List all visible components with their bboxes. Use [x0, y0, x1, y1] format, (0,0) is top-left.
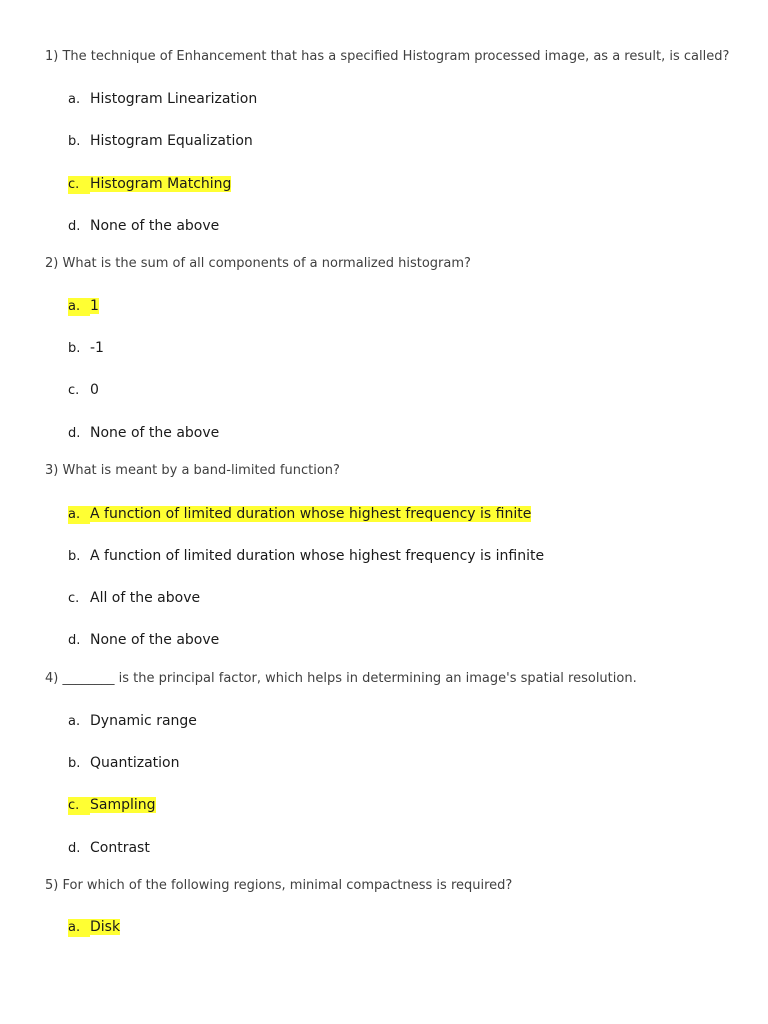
question-5-prompt: 5) For which of the following regions, minimal compactness is required?	[45, 878, 513, 893]
question-5-option-a-highlighted	[68, 918, 120, 937]
option-letter: a.	[68, 919, 90, 937]
option-text: None of the above	[90, 425, 220, 441]
option-letter: c.	[68, 383, 80, 398]
option-text: All of the above	[90, 590, 201, 606]
question-2-option-a-highlighted	[68, 297, 99, 316]
option-letter: a.	[68, 714, 81, 729]
option-text: Histogram Equalization	[90, 133, 253, 149]
question-4-option-b	[68, 754, 179, 773]
option-letter: a.	[68, 298, 90, 316]
option-letter: d.	[68, 219, 81, 234]
question-2-option-c	[68, 381, 99, 400]
question-4-option-d	[68, 839, 150, 858]
option-letter: b.	[68, 134, 81, 149]
question-3-option-c	[68, 589, 200, 608]
question-2-option-b	[68, 339, 104, 358]
option-letter: d.	[68, 426, 81, 441]
option-text: None of the above	[90, 218, 220, 234]
question-3-option-d	[68, 631, 219, 650]
question-1-prompt: 1) The technique of Enhancement that has a specified Histogram processed image, as a result, is called?	[45, 49, 730, 64]
option-text: Contrast	[90, 840, 150, 856]
option-text: Histogram Matching	[90, 176, 232, 192]
question-3-prompt: 3) What is meant by a band-limited function?	[45, 463, 340, 478]
option-text: A function of limited duration whose highest frequency is infinite	[90, 548, 545, 564]
option-text: Histogram Linearization	[90, 91, 258, 107]
question-3-option-b	[68, 547, 544, 566]
option-text: 0	[90, 382, 99, 398]
option-text: -1	[90, 340, 104, 356]
option-letter: c.	[68, 797, 90, 815]
option-letter: d.	[68, 841, 81, 856]
question-4-option-c-highlighted	[68, 796, 156, 815]
question-1-option-b	[68, 132, 253, 151]
option-letter: d.	[68, 633, 81, 648]
question-4-option-a	[68, 712, 197, 731]
option-text: 1	[90, 298, 99, 314]
option-letter: b.	[68, 756, 81, 771]
option-letter: b.	[68, 341, 81, 356]
question-3-option-a-highlighted	[68, 505, 531, 524]
option-text: Dynamic range	[90, 713, 197, 729]
question-2-option-d	[68, 424, 219, 443]
question-1-option-a	[68, 90, 257, 109]
option-letter: b.	[68, 549, 81, 564]
option-letter: c.	[68, 591, 80, 606]
option-text: None of the above	[90, 632, 220, 648]
option-letter: a.	[68, 92, 81, 107]
option-text: Quantization	[90, 755, 180, 771]
option-letter: a.	[68, 506, 90, 524]
option-text: A function of limited duration whose highest frequency is finite	[90, 506, 532, 522]
question-1-option-c-highlighted	[68, 175, 231, 194]
question-2-prompt: 2) What is the sum of all components of a normalized histogram?	[45, 256, 471, 271]
option-letter: c.	[68, 176, 90, 194]
question-1-option-d	[68, 217, 219, 236]
question-4-prompt: 4) ________ is the principal factor, which helps in determining an image's spatial resolution.	[45, 671, 637, 686]
option-text: Disk	[90, 919, 121, 935]
option-text: Sampling	[90, 797, 156, 813]
